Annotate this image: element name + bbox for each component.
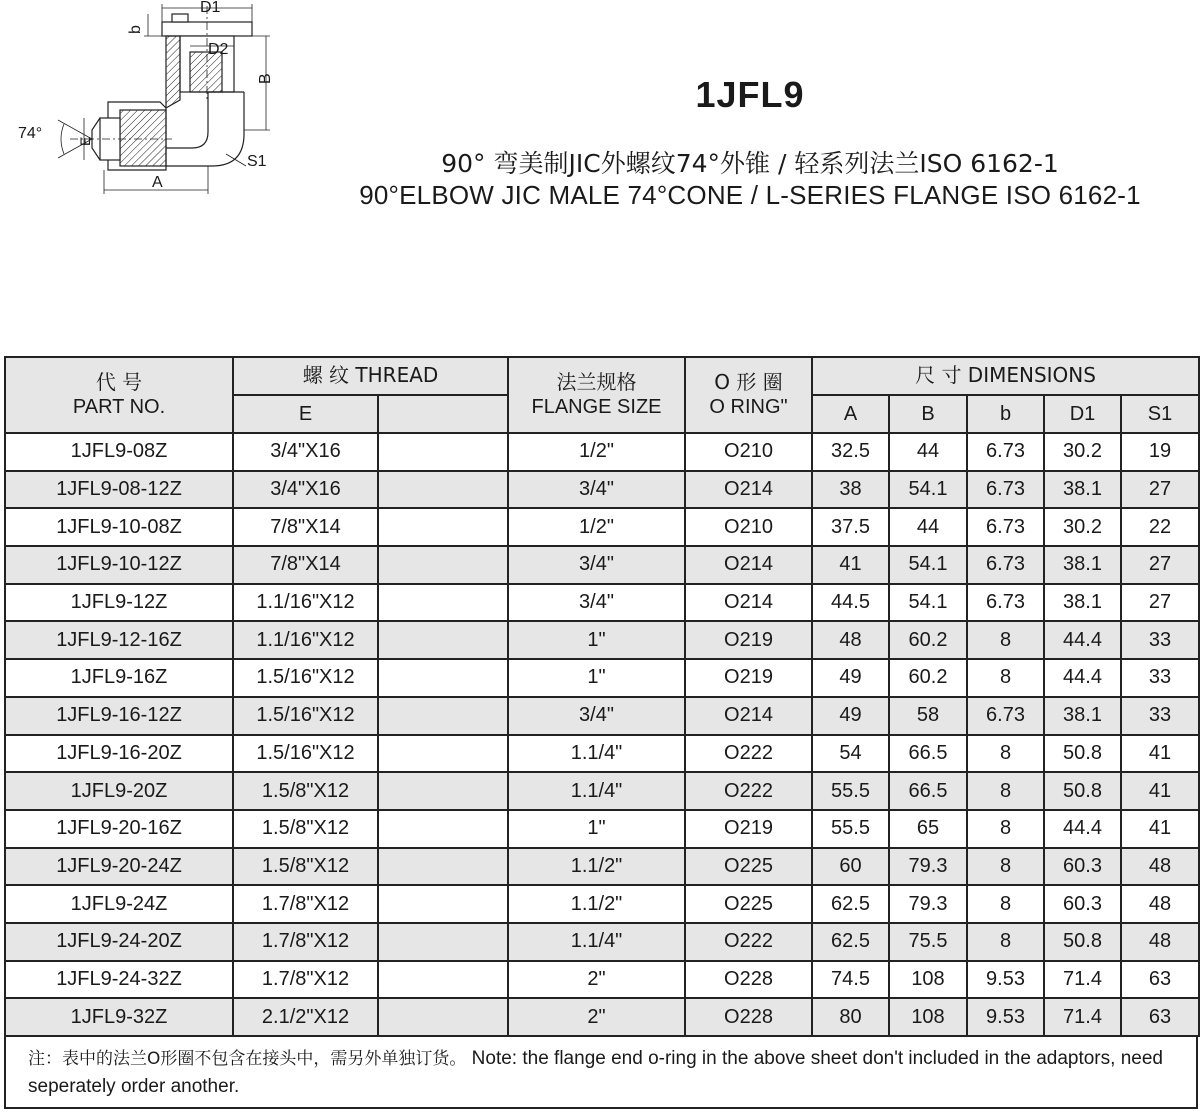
header-thread-blank (378, 395, 508, 433)
table-row (5, 885, 1199, 923)
cell-part-no: 1JFL9-20Z (5, 772, 233, 810)
page-title: 1JFL9 (695, 74, 805, 115)
header-dim-d1: D1 (1044, 395, 1121, 433)
fitting-drawing (0, 0, 300, 200)
cell-o-ring: O222 (685, 923, 812, 961)
cell-dim-b-small: 6.73 (967, 697, 1044, 735)
cell-dim-s1: 41 (1121, 735, 1199, 773)
label-d2: D2 (208, 41, 229, 58)
cell-thread-blank (378, 810, 508, 848)
cell-dim-d1: 38.1 (1044, 697, 1121, 735)
cell-dim-b: 66.5 (889, 772, 967, 810)
cell-dim-b: 108 (889, 961, 967, 999)
cell-dim-b-small: 8 (967, 621, 1044, 659)
table-row (5, 433, 1199, 471)
order-note (4, 1035, 1198, 1109)
table-row (5, 659, 1199, 697)
cell-dim-s1: 48 (1121, 848, 1199, 886)
cell-thread-e: 1.5/8"X12 (233, 772, 378, 810)
cell-dim-b: 44 (889, 508, 967, 546)
cell-dim-a: 48 (812, 621, 889, 659)
cell-dim-b-small: 8 (967, 848, 1044, 886)
label-e: E (77, 136, 93, 146)
cell-thread-blank (378, 885, 508, 923)
cell-dim-s1: 63 (1121, 961, 1199, 999)
header-part-no: 代 号 PART NO. (5, 357, 233, 433)
cell-dim-b: 54.1 (889, 584, 967, 622)
label-b: B (257, 73, 274, 84)
cell-o-ring: O225 (685, 848, 812, 886)
cell-dim-s1: 22 (1121, 508, 1199, 546)
table-body (5, 433, 1199, 1036)
cell-dim-a: 38 (812, 471, 889, 509)
cell-thread-e: 1.5/8"X12 (233, 810, 378, 848)
header-o-ring: O 形 圈 O RING" (685, 357, 812, 433)
cell-dim-b-small: 6.73 (967, 546, 1044, 584)
table-row (5, 923, 1199, 961)
cell-flange-size: 1.1/2" (508, 885, 685, 923)
cell-dim-s1: 33 (1121, 697, 1199, 735)
cell-thread-e: 7/8"X14 (233, 546, 378, 584)
cell-dim-b-small: 6.73 (967, 471, 1044, 509)
cell-dim-s1: 33 (1121, 621, 1199, 659)
cell-flange-size: 1.1/2" (508, 848, 685, 886)
table-row (5, 848, 1199, 886)
cell-dim-a: 60 (812, 848, 889, 886)
cell-o-ring: O222 (685, 772, 812, 810)
cell-thread-e: 1.5/16"X12 (233, 735, 378, 773)
cell-dim-a: 62.5 (812, 923, 889, 961)
cell-dim-s1: 48 (1121, 885, 1199, 923)
subtitle-english: 90°ELBOW JIC MALE 74°CONE / L-SERIES FLANGE ISO 6162-1 (359, 180, 1141, 210)
label-angle: 74° (18, 125, 43, 142)
cell-dim-a: 74.5 (812, 961, 889, 999)
cell-thread-e: 1.5/16"X12 (233, 659, 378, 697)
table-row (5, 998, 1199, 1036)
table-row (5, 584, 1199, 622)
table-row (5, 508, 1199, 546)
cell-part-no: 1JFL9-20-24Z (5, 848, 233, 886)
cell-part-no: 1JFL9-16-12Z (5, 697, 233, 735)
cell-dim-b: 65 (889, 810, 967, 848)
cell-thread-e: 1.7/8"X12 (233, 961, 378, 999)
cell-part-no: 1JFL9-12-16Z (5, 621, 233, 659)
cell-dim-d1: 38.1 (1044, 546, 1121, 584)
cell-dim-a: 55.5 (812, 810, 889, 848)
cell-o-ring: O214 (685, 546, 812, 584)
header-flange-size: 法兰规格 FLANGE SIZE (508, 357, 685, 433)
cell-thread-blank (378, 546, 508, 584)
cell-thread-blank (378, 621, 508, 659)
cell-dim-a: 49 (812, 697, 889, 735)
cell-flange-size: 2" (508, 961, 685, 999)
cell-dim-s1: 63 (1121, 998, 1199, 1036)
cell-o-ring: O214 (685, 584, 812, 622)
cell-flange-size: 3/4" (508, 546, 685, 584)
table-row (5, 772, 1199, 810)
cell-o-ring: O214 (685, 471, 812, 509)
cell-dim-a: 44.5 (812, 584, 889, 622)
cell-dim-b: 60.2 (889, 621, 967, 659)
cell-dim-a: 54 (812, 735, 889, 773)
cell-dim-d1: 44.4 (1044, 659, 1121, 697)
table-row (5, 621, 1199, 659)
cell-thread-blank (378, 923, 508, 961)
cell-thread-blank (378, 848, 508, 886)
cell-part-no: 1JFL9-24Z (5, 885, 233, 923)
cell-dim-b: 75.5 (889, 923, 967, 961)
cell-dim-d1: 38.1 (1044, 471, 1121, 509)
cell-o-ring: O214 (685, 697, 812, 735)
cell-thread-blank (378, 772, 508, 810)
cell-flange-size: 3/4" (508, 471, 685, 509)
cell-thread-e: 3/4"X16 (233, 471, 378, 509)
cell-dim-b-small: 8 (967, 885, 1044, 923)
table-row (5, 471, 1199, 509)
cell-thread-blank (378, 998, 508, 1036)
cell-thread-e: 1.1/16"X12 (233, 621, 378, 659)
table-row (5, 546, 1199, 584)
cell-flange-size: 3/4" (508, 584, 685, 622)
cell-thread-e: 2.1/2"X12 (233, 998, 378, 1036)
cell-o-ring: O210 (685, 433, 812, 471)
cell-thread-e: 1.7/8"X12 (233, 885, 378, 923)
cell-dim-d1: 71.4 (1044, 998, 1121, 1036)
cell-part-no: 1JFL9-10-12Z (5, 546, 233, 584)
cell-dim-b: 44 (889, 433, 967, 471)
cell-dim-d1: 60.3 (1044, 885, 1121, 923)
cell-dim-a: 37.5 (812, 508, 889, 546)
cell-dim-b: 108 (889, 998, 967, 1036)
cell-dim-a: 41 (812, 546, 889, 584)
cell-flange-size: 1" (508, 621, 685, 659)
cell-part-no: 1JFL9-10-08Z (5, 508, 233, 546)
cell-dim-a: 62.5 (812, 885, 889, 923)
cell-dim-d1: 50.8 (1044, 735, 1121, 773)
cell-dim-b-small: 8 (967, 659, 1044, 697)
cell-dim-b: 79.3 (889, 885, 967, 923)
cell-flange-size: 1" (508, 659, 685, 697)
cell-dim-b-small: 8 (967, 923, 1044, 961)
cell-dim-d1: 50.8 (1044, 772, 1121, 810)
note-english: Note: the flange end o-ring in the above sheet don't included in the adaptors, need seperately order another. (28, 1048, 1163, 1097)
cell-dim-s1: 33 (1121, 659, 1199, 697)
cell-dim-s1: 41 (1121, 810, 1199, 848)
cell-dim-d1: 60.3 (1044, 848, 1121, 886)
cell-thread-blank (378, 735, 508, 773)
cell-dim-d1: 71.4 (1044, 961, 1121, 999)
cell-dim-b: 60.2 (889, 659, 967, 697)
cell-dim-a: 49 (812, 659, 889, 697)
cell-thread-e: 7/8"X14 (233, 508, 378, 546)
note-chinese: 注：表中的法兰O形圈不包含在接头中，需另外单独订货。 (28, 1049, 467, 1069)
cell-part-no: 1JFL9-08Z (5, 433, 233, 471)
cell-dim-d1: 38.1 (1044, 584, 1121, 622)
header-dim-s1: S1 (1121, 395, 1199, 433)
cell-thread-e: 1.5/16"X12 (233, 697, 378, 735)
cell-thread-blank (378, 659, 508, 697)
cell-dim-a: 32.5 (812, 433, 889, 471)
cell-flange-size: 3/4" (508, 697, 685, 735)
cell-thread-blank (378, 471, 508, 509)
cell-part-no: 1JFL9-32Z (5, 998, 233, 1036)
cell-dim-s1: 48 (1121, 923, 1199, 961)
table-row (5, 810, 1199, 848)
cell-dim-a: 80 (812, 998, 889, 1036)
subtitle-chinese: 90° 弯美制JIC外螺纹74°外锥 / 轻系列法兰ISO 6162-1 (441, 149, 1059, 178)
cell-dim-b: 54.1 (889, 546, 967, 584)
cell-dim-d1: 30.2 (1044, 433, 1121, 471)
label-a: A (152, 174, 163, 191)
cell-dim-d1: 30.2 (1044, 508, 1121, 546)
cell-thread-e: 1.1/16"X12 (233, 584, 378, 622)
cell-part-no: 1JFL9-16Z (5, 659, 233, 697)
cell-dim-b: 58 (889, 697, 967, 735)
table-row (5, 697, 1199, 735)
cell-dim-d1: 50.8 (1044, 923, 1121, 961)
cell-dim-d1: 44.4 (1044, 810, 1121, 848)
cell-dim-b-small: 9.53 (967, 961, 1044, 999)
cell-flange-size: 1.1/4" (508, 923, 685, 961)
cell-thread-blank (378, 961, 508, 999)
cell-part-no: 1JFL9-12Z (5, 584, 233, 622)
table-row (5, 961, 1199, 999)
cell-thread-blank (378, 697, 508, 735)
cell-o-ring: O228 (685, 961, 812, 999)
cell-flange-size: 1/2" (508, 508, 685, 546)
cell-o-ring: O228 (685, 998, 812, 1036)
cell-dim-b-small: 6.73 (967, 508, 1044, 546)
table-row (5, 735, 1199, 773)
cell-thread-e: 1.7/8"X12 (233, 923, 378, 961)
label-d1: D1 (200, 0, 221, 16)
cell-dim-d1: 44.4 (1044, 621, 1121, 659)
cell-o-ring: O219 (685, 810, 812, 848)
cell-dim-b: 79.3 (889, 848, 967, 886)
cell-thread-blank (378, 584, 508, 622)
cell-o-ring: O225 (685, 885, 812, 923)
cell-flange-size: 2" (508, 998, 685, 1036)
header-thread: 螺 纹 THREAD (233, 357, 508, 395)
cell-dim-b-small: 9.53 (967, 998, 1044, 1036)
cell-o-ring: O210 (685, 508, 812, 546)
cell-thread-e: 3/4"X16 (233, 433, 378, 471)
cell-flange-size: 1" (508, 810, 685, 848)
cell-flange-size: 1.1/4" (508, 772, 685, 810)
cell-o-ring: O222 (685, 735, 812, 773)
cell-dim-s1: 27 (1121, 546, 1199, 584)
cell-thread-e: 1.5/8"X12 (233, 848, 378, 886)
cell-dim-s1: 19 (1121, 433, 1199, 471)
cell-dim-b-small: 8 (967, 772, 1044, 810)
label-s1: S1 (247, 153, 267, 170)
cell-part-no: 1JFL9-24-32Z (5, 961, 233, 999)
cell-dim-b-small: 8 (967, 735, 1044, 773)
header-dim-b-small: b (967, 395, 1044, 433)
cell-dim-a: 55.5 (812, 772, 889, 810)
cell-part-no: 1JFL9-20-16Z (5, 810, 233, 848)
header-thread-e: E (233, 395, 378, 433)
cell-dim-b-small: 8 (967, 810, 1044, 848)
cell-thread-blank (378, 433, 508, 471)
cell-flange-size: 1/2" (508, 433, 685, 471)
cell-part-no: 1JFL9-08-12Z (5, 471, 233, 509)
header-dim-b: B (889, 395, 967, 433)
dimensions-table (4, 356, 1200, 1037)
cell-dim-b-small: 6.73 (967, 584, 1044, 622)
header-dimensions: 尺 寸 DIMENSIONS (812, 357, 1199, 395)
cell-dim-b-small: 6.73 (967, 433, 1044, 471)
cell-dim-b: 54.1 (889, 471, 967, 509)
header-dim-a: A (812, 395, 889, 433)
cell-dim-b: 66.5 (889, 735, 967, 773)
cell-dim-s1: 27 (1121, 584, 1199, 622)
cell-part-no: 1JFL9-24-20Z (5, 923, 233, 961)
cell-o-ring: O219 (685, 621, 812, 659)
cell-part-no: 1JFL9-16-20Z (5, 735, 233, 773)
cell-dim-s1: 41 (1121, 772, 1199, 810)
cell-flange-size: 1.1/4" (508, 735, 685, 773)
cell-thread-blank (378, 508, 508, 546)
label-b-small: b (127, 25, 144, 34)
cell-o-ring: O219 (685, 659, 812, 697)
cell-dim-s1: 27 (1121, 471, 1199, 509)
